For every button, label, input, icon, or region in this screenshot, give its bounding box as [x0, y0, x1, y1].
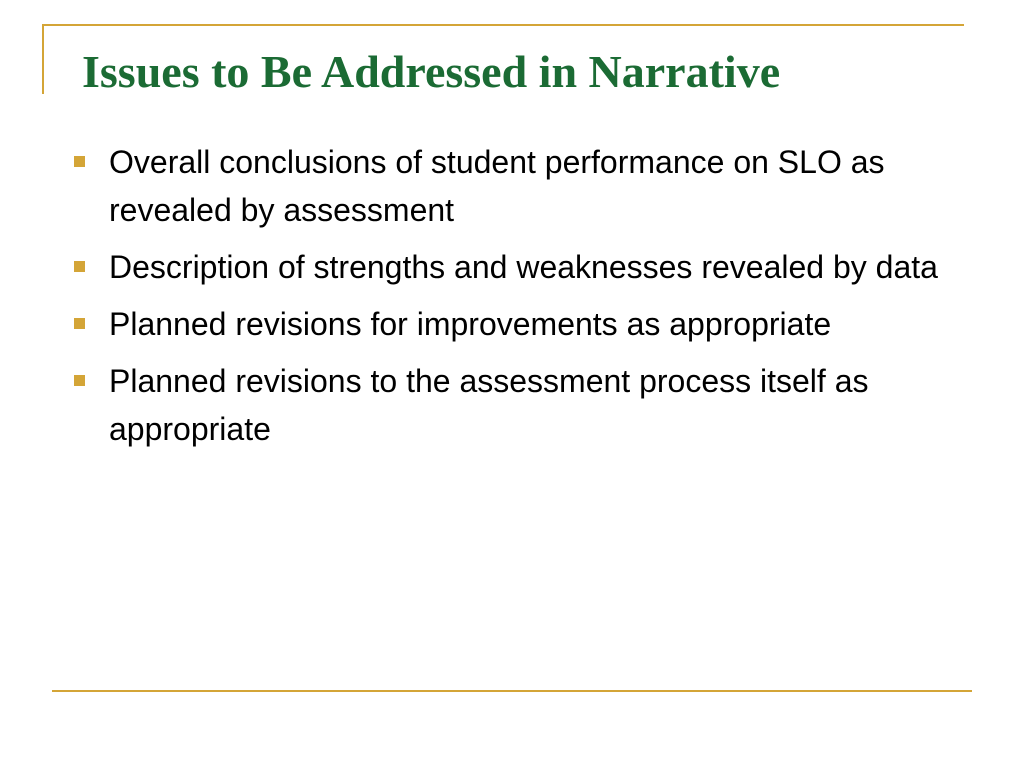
- bullet-item: [72, 138, 952, 234]
- square-bullet-icon: [74, 156, 85, 167]
- frame-top-rule: [42, 24, 964, 26]
- frame-left-rule: [42, 24, 44, 94]
- bullet-item: [72, 357, 952, 453]
- square-bullet-icon: [74, 375, 85, 386]
- square-bullet-icon: [74, 318, 85, 329]
- bullet-text: Description of strengths and weaknesses revealed by data: [109, 249, 938, 285]
- slide-title: Issues to Be Addressed in Narrative: [82, 46, 781, 97]
- bullet-text: Planned revisions to the assessment process itself as appropriate: [109, 363, 869, 447]
- square-bullet-icon: [74, 261, 85, 272]
- bullet-item: [72, 243, 952, 291]
- footer-rule: [52, 690, 972, 692]
- bullet-list: [72, 138, 952, 462]
- bullet-text: Planned revisions for improvements as appropriate: [109, 306, 832, 342]
- bullet-item: [72, 300, 952, 348]
- bullet-text: Overall conclusions of student performance on SLO as revealed by assessment: [109, 144, 885, 228]
